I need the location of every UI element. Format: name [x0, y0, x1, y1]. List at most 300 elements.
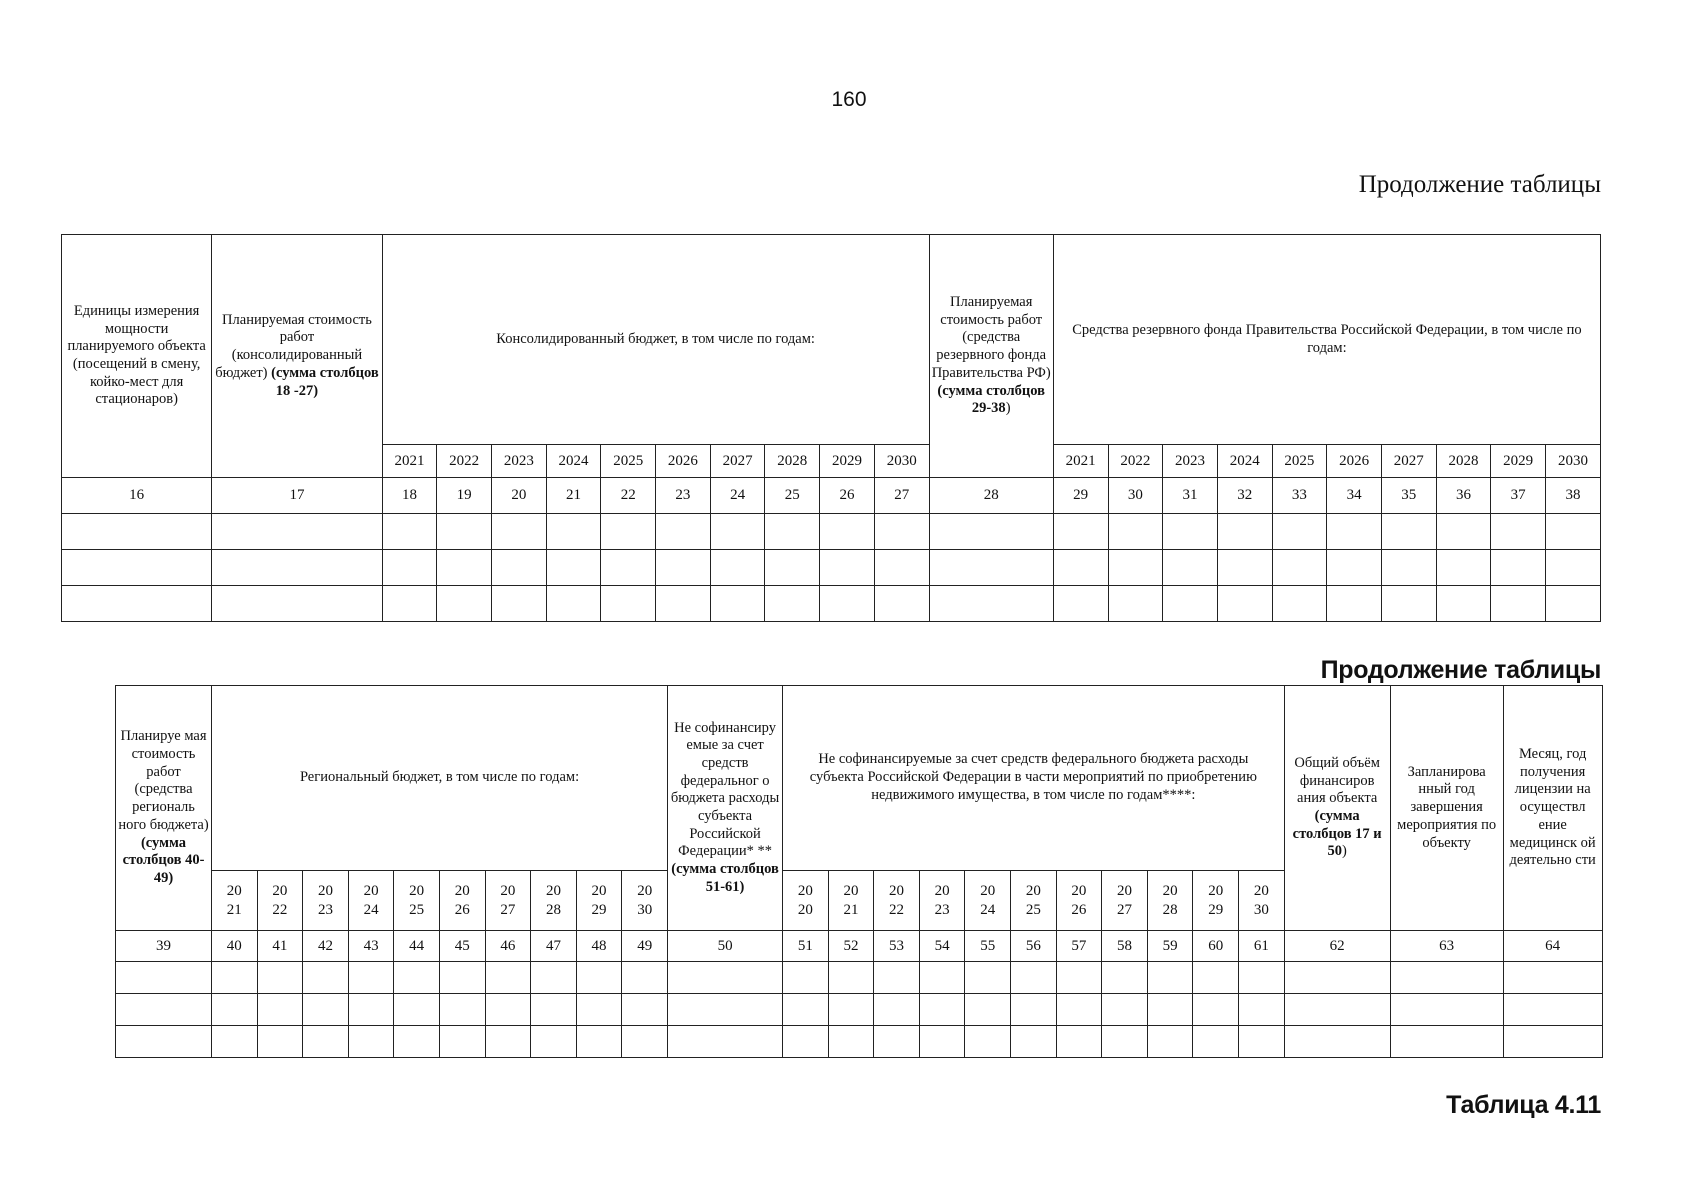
t2-header-total-text: Общий объём финансиров ания объекта [1294, 754, 1380, 807]
table-cell [437, 586, 492, 622]
t2-year-cell [439, 871, 485, 931]
table-row [62, 586, 1601, 622]
table-cell [919, 962, 965, 994]
table-cell [874, 586, 929, 622]
table-cell [394, 1026, 440, 1058]
t2-year-cell [783, 871, 829, 931]
t1-col-number: 17 [212, 478, 382, 514]
t2-col-number: 60 [1193, 931, 1239, 962]
t1-col-number: 24 [710, 478, 765, 514]
year-top: 20 [843, 882, 859, 899]
t2-col-number: 49 [622, 931, 668, 962]
table-cell [437, 514, 492, 550]
table-row [116, 994, 1603, 1026]
table-cell [348, 994, 394, 1026]
table-cell [1327, 550, 1382, 586]
table-cell [485, 1026, 531, 1058]
table-cell [1284, 1026, 1390, 1058]
year-top: 20 [500, 882, 516, 899]
t1-year-cell: 2021 [1053, 445, 1108, 478]
t2-header-license: Месяц, год получения лицензии на осуществл ение медицинск ой деятельно сти [1503, 686, 1602, 931]
table-cell [531, 962, 577, 994]
table-cell [765, 586, 820, 622]
table-cell [485, 994, 531, 1026]
t2-col-number: 61 [1239, 931, 1285, 962]
continuation-caption-top: Продолжение таблицы [1358, 171, 1601, 198]
t2-col-number: 64 [1503, 931, 1602, 962]
table-cell [303, 962, 349, 994]
table-cell [1108, 550, 1163, 586]
table-cell [1056, 994, 1102, 1026]
t2-year-cell [257, 871, 303, 931]
table-cell [1056, 1026, 1102, 1058]
t2-header-regional-cost-text: Планируе мая стоимость работ (средства региональ ного бюджета) [118, 728, 209, 833]
t2-column-numbers-row [116, 931, 1603, 962]
table-cell [1284, 962, 1390, 994]
t2-year-cell [531, 871, 577, 931]
table-cell [1011, 994, 1057, 1026]
table-cell [439, 962, 485, 994]
t2-header-planned-year: Запланирова нный год завершения мероприятия по объекту [1390, 686, 1503, 931]
year-top: 20 [1071, 882, 1087, 899]
table-cell [257, 962, 303, 994]
year-top: 20 [317, 882, 333, 899]
table-cell [1193, 1026, 1239, 1058]
table-cell [874, 1026, 920, 1058]
year-bottom: 25 [409, 901, 425, 918]
year-top: 20 [797, 882, 813, 899]
table-cell [1503, 962, 1602, 994]
table-cell [1102, 994, 1148, 1026]
t1-col-number: 19 [437, 478, 492, 514]
table-cell [1546, 514, 1601, 550]
table-cell [820, 550, 875, 586]
t2-header-total-tail: ) [1341, 843, 1347, 860]
t1-col-number: 30 [1108, 478, 1163, 514]
table-cell [212, 550, 382, 586]
table-cell [1108, 514, 1163, 550]
table-cell [656, 514, 711, 550]
table-cell [1053, 586, 1108, 622]
t2-year-cell [1239, 871, 1285, 931]
t2-col-number: 57 [1056, 931, 1102, 962]
table-cell [491, 514, 546, 550]
table-cell [62, 586, 212, 622]
table-cell [1163, 550, 1218, 586]
table-row [62, 550, 1601, 586]
table-cell [1217, 514, 1272, 550]
t1-year-cell: 2021 [382, 445, 437, 478]
table-cell [1108, 586, 1163, 622]
t2-year-cell [622, 871, 668, 931]
year-top: 20 [454, 882, 470, 899]
table-cell [439, 994, 485, 1026]
table-cell [576, 994, 622, 1026]
table-row [62, 514, 1601, 550]
t1-year-cell: 2026 [1327, 445, 1382, 478]
t2-header-nonfinanced-sum: (сумма столбцов 51-61) [671, 861, 779, 895]
year-top: 20 [226, 882, 242, 899]
t1-col-number: 20 [491, 478, 546, 514]
t1-col-number: 38 [1546, 478, 1601, 514]
table-cell [257, 1026, 303, 1058]
table-cell [1011, 962, 1057, 994]
t1-year-cell: 2030 [1546, 445, 1601, 478]
year-bottom: 20 [797, 901, 813, 918]
year-bottom: 27 [500, 901, 516, 918]
t1-year-cell: 2030 [874, 445, 929, 478]
table-cell [965, 962, 1011, 994]
table-cell [1193, 994, 1239, 1026]
t2-year-cell [1193, 871, 1239, 931]
t1-header-planned-cost-sum: (сумма столбцов 18 -27) [271, 364, 379, 399]
table-cell [1284, 994, 1390, 1026]
table-cell [828, 994, 874, 1026]
table-cell [485, 962, 531, 994]
year-top: 20 [1162, 882, 1178, 899]
t1-year-cell: 2028 [1436, 445, 1491, 478]
t2-col-number: 58 [1102, 931, 1148, 962]
year-top: 20 [591, 882, 607, 899]
t2-col-number: 62 [1284, 931, 1390, 962]
table-cell [874, 514, 929, 550]
table-cell [382, 514, 437, 550]
table-cell [1102, 962, 1148, 994]
t1-header-reserve-cost-sum: (сумма столбцов 29-38 [937, 382, 1045, 417]
t2-col-number: 55 [965, 931, 1011, 962]
t1-year-cell: 2026 [656, 445, 711, 478]
table-cell [820, 514, 875, 550]
table-cell [1327, 586, 1382, 622]
t1-col-number: 22 [601, 478, 656, 514]
t1-header-consolidated-budget: Консолидированный бюджет, в том числе по годам: [382, 235, 929, 445]
table-cell [783, 1026, 829, 1058]
year-top: 20 [272, 882, 288, 899]
table-cell [1147, 1026, 1193, 1058]
table-cell [601, 586, 656, 622]
t1-col-number: 18 [382, 478, 437, 514]
t1-header-reserve-cost-tail: ) [1005, 400, 1011, 417]
t2-col-number: 54 [919, 931, 965, 962]
t1-col-number: 21 [546, 478, 601, 514]
table-cell [929, 550, 1053, 586]
table-cell [1503, 994, 1602, 1026]
t1-header-row [62, 235, 1601, 445]
table-cell [1147, 962, 1193, 994]
table-cell [212, 962, 258, 994]
t2-col-number: 46 [485, 931, 531, 962]
year-top: 20 [363, 882, 379, 899]
t2-col-number: 42 [303, 931, 349, 962]
table-cell [919, 1026, 965, 1058]
table-cell [765, 550, 820, 586]
budget-table-regional [115, 685, 1603, 1058]
t1-col-number: 23 [656, 478, 711, 514]
year-top: 20 [934, 882, 950, 899]
table-cell [622, 1026, 668, 1058]
table-cell [546, 514, 601, 550]
table-cell [116, 994, 212, 1026]
table-cell [1390, 994, 1503, 1026]
year-bottom: 21 [226, 901, 242, 918]
year-top: 20 [1208, 882, 1224, 899]
table-cell [1491, 586, 1546, 622]
table-cell [546, 550, 601, 586]
t2-year-cell [919, 871, 965, 931]
t2-col-number: 39 [116, 931, 212, 962]
year-bottom: 22 [272, 901, 288, 918]
t2-col-number: 52 [828, 931, 874, 962]
table-cell [1491, 514, 1546, 550]
table-cell [1381, 550, 1436, 586]
t2-year-cell [1102, 871, 1148, 931]
table-cell [1163, 514, 1218, 550]
t1-year-cell: 2023 [1163, 445, 1218, 478]
t1-header-reserve-fund: Средства резервного фонда Правительства Российской Федерации, в том числе по годам: [1053, 235, 1600, 445]
table-cell [874, 994, 920, 1026]
table-cell [710, 550, 765, 586]
t2-header-total-sum: (сумма столбцов 17 и 50 [1292, 808, 1382, 860]
table-cell [1436, 550, 1491, 586]
t2-year-cell [828, 871, 874, 931]
t1-col-number: 37 [1491, 478, 1546, 514]
table-cell [656, 586, 711, 622]
t2-year-cell [874, 871, 920, 931]
year-bottom: 27 [1117, 901, 1133, 918]
t2-col-number: 43 [348, 931, 394, 962]
year-top: 20 [1253, 882, 1269, 899]
t2-header-nonfinanced [668, 686, 783, 931]
table-cell [820, 586, 875, 622]
table-cell [929, 514, 1053, 550]
t2-year-cell [1056, 871, 1102, 931]
t2-header-regional-cost-sum: (сумма столбцов 40-49) [122, 834, 205, 886]
table-cell [965, 994, 1011, 1026]
table-cell [874, 962, 920, 994]
t2-col-number: 56 [1011, 931, 1057, 962]
table-cell [828, 1026, 874, 1058]
table-cell [576, 1026, 622, 1058]
table-cell [1163, 586, 1218, 622]
table-cell [1239, 994, 1285, 1026]
t1-header-planned-cost-text: Планируемая стоимость работ (консолидированный бюджет) [215, 311, 372, 381]
t1-header-units: Единицы измерения мощности планируемого объекта (посещений в смену, койко-мест для стационаров) [62, 235, 212, 478]
year-bottom: 24 [363, 901, 379, 918]
t1-col-number: 27 [874, 478, 929, 514]
table-cell [765, 514, 820, 550]
table-cell [212, 994, 258, 1026]
table-cell [1147, 994, 1193, 1026]
table-cell [116, 1026, 212, 1058]
table-cell [62, 550, 212, 586]
table-cell [212, 1026, 258, 1058]
t1-year-cell: 2022 [437, 445, 492, 478]
t2-year-cell [303, 871, 349, 931]
t1-col-number: 16 [62, 478, 212, 514]
year-bottom: 30 [637, 901, 653, 918]
table-cell [257, 994, 303, 1026]
t2-year-cell [1147, 871, 1193, 931]
t1-year-cell: 2029 [820, 445, 875, 478]
t2-col-number: 59 [1147, 931, 1193, 962]
t2-col-number: 44 [394, 931, 440, 962]
year-bottom: 28 [545, 901, 561, 918]
table-cell [1436, 586, 1491, 622]
year-top: 20 [1025, 882, 1041, 899]
table-cell [1056, 962, 1102, 994]
year-bottom: 26 [1071, 901, 1087, 918]
t1-col-number: 26 [820, 478, 875, 514]
table-cell [1217, 550, 1272, 586]
table-cell [348, 1026, 394, 1058]
t2-col-number: 50 [668, 931, 783, 962]
year-bottom: 28 [1162, 901, 1178, 918]
table-cell [919, 994, 965, 1026]
t2-col-number: 40 [212, 931, 258, 962]
table-cell [668, 962, 783, 994]
table-cell [668, 994, 783, 1026]
table-cell [622, 962, 668, 994]
year-top: 20 [1117, 882, 1133, 899]
table-cell [601, 550, 656, 586]
table-cell [116, 962, 212, 994]
page-number: 160 [831, 88, 867, 111]
year-bottom: 21 [843, 901, 859, 918]
year-bottom: 29 [591, 901, 607, 918]
table-cell [437, 550, 492, 586]
table-cell [656, 550, 711, 586]
t2-header-nonfinanced-years: Не софинансируемые за счет средств федерального бюджета расходы субъекта Российской Федерации в части мероприятий по приобретению недвижимого имущества, в том числе по годам****: [783, 686, 1285, 871]
t1-year-cell: 2027 [1381, 445, 1436, 478]
table-cell [783, 994, 829, 1026]
t2-header-regional-cost [116, 686, 212, 931]
t1-year-cell: 2025 [601, 445, 656, 478]
table-cell [929, 586, 1053, 622]
table-cell [1217, 586, 1272, 622]
table-cell [710, 514, 765, 550]
year-bottom: 30 [1253, 901, 1269, 918]
t2-header-row [116, 686, 1603, 871]
budget-table-consolidated [61, 234, 1601, 622]
t2-header-regional-budget: Региональный бюджет, в том числе по годам: [212, 686, 668, 871]
t2-header-total [1284, 686, 1390, 931]
t2-year-cell [485, 871, 531, 931]
table-cell [874, 550, 929, 586]
table-cell [965, 1026, 1011, 1058]
table-cell [491, 586, 546, 622]
table-cell [1327, 514, 1382, 550]
table-cell [1053, 550, 1108, 586]
t2-year-cell [1011, 871, 1057, 931]
year-top: 20 [637, 882, 653, 899]
table-cell [1193, 962, 1239, 994]
t1-year-cell: 2024 [546, 445, 601, 478]
table-cell [1272, 514, 1327, 550]
table-cell [1239, 962, 1285, 994]
t2-col-number: 41 [257, 931, 303, 962]
t2-col-number: 53 [874, 931, 920, 962]
table-cell [1381, 514, 1436, 550]
t2-col-number: 48 [576, 931, 622, 962]
t1-year-cell: 2025 [1272, 445, 1327, 478]
t2-col-number: 47 [531, 931, 577, 962]
t1-year-cell: 2028 [765, 445, 820, 478]
year-bottom: 23 [317, 901, 333, 918]
year-bottom: 29 [1208, 901, 1224, 918]
t1-col-number: 34 [1327, 478, 1382, 514]
table-cell [668, 1026, 783, 1058]
table-cell [1436, 514, 1491, 550]
table-cell [828, 962, 874, 994]
t2-year-cell [212, 871, 258, 931]
table-cell [1546, 586, 1601, 622]
t2-header-nonfinanced-text: Не софинансиру емые за счет средств федеральног о бюджета расходы субъекта Российской Федерации* ** [670, 719, 780, 860]
t1-year-cell: 2029 [1491, 445, 1546, 478]
table-cell [1239, 1026, 1285, 1058]
table-cell [303, 994, 349, 1026]
table-cell [1546, 550, 1601, 586]
year-top: 20 [889, 882, 905, 899]
table-cell [1390, 962, 1503, 994]
t2-year-cell [965, 871, 1011, 931]
t1-header-reserve-cost-text: Планируемая стоимость работ (средства резервного фонда Правительства РФ) [931, 294, 1051, 381]
year-bottom: 24 [980, 901, 996, 918]
t2-col-number: 51 [783, 931, 829, 962]
year-bottom: 23 [934, 901, 950, 918]
t1-col-number: 33 [1272, 478, 1327, 514]
t2-year-cell [348, 871, 394, 931]
t2-col-number: 45 [439, 931, 485, 962]
table-cell [1503, 1026, 1602, 1058]
table-cell [1053, 514, 1108, 550]
table-cell [531, 994, 577, 1026]
table-cell [303, 1026, 349, 1058]
table-cell [1102, 1026, 1148, 1058]
table-cell [710, 586, 765, 622]
table-cell [212, 586, 382, 622]
t1-col-number: 28 [929, 478, 1053, 514]
table-cell [1381, 586, 1436, 622]
t2-year-cell [576, 871, 622, 931]
t1-col-number: 36 [1436, 478, 1491, 514]
table-row [116, 962, 1603, 994]
table-cell [1272, 550, 1327, 586]
table-cell [348, 962, 394, 994]
year-top: 20 [545, 882, 561, 899]
t1-col-number: 35 [1381, 478, 1436, 514]
table-cell [382, 586, 437, 622]
table-cell [546, 586, 601, 622]
table-cell [1491, 550, 1546, 586]
t1-col-number: 32 [1217, 478, 1272, 514]
year-bottom: 22 [889, 901, 905, 918]
table-cell [601, 514, 656, 550]
t2-year-cell [394, 871, 440, 931]
continuation-caption-bottom: Продолжение таблицы [1320, 656, 1601, 684]
year-top: 20 [980, 882, 996, 899]
t1-col-number: 31 [1163, 478, 1218, 514]
t1-col-number: 25 [765, 478, 820, 514]
table-cell [382, 550, 437, 586]
year-top: 20 [409, 882, 425, 899]
table-cell [491, 550, 546, 586]
t1-year-cell: 2023 [491, 445, 546, 478]
table-cell [439, 1026, 485, 1058]
table-cell [394, 994, 440, 1026]
t1-header-reserve-cost [929, 235, 1053, 478]
year-bottom: 26 [454, 901, 470, 918]
t1-year-cell: 2024 [1217, 445, 1272, 478]
